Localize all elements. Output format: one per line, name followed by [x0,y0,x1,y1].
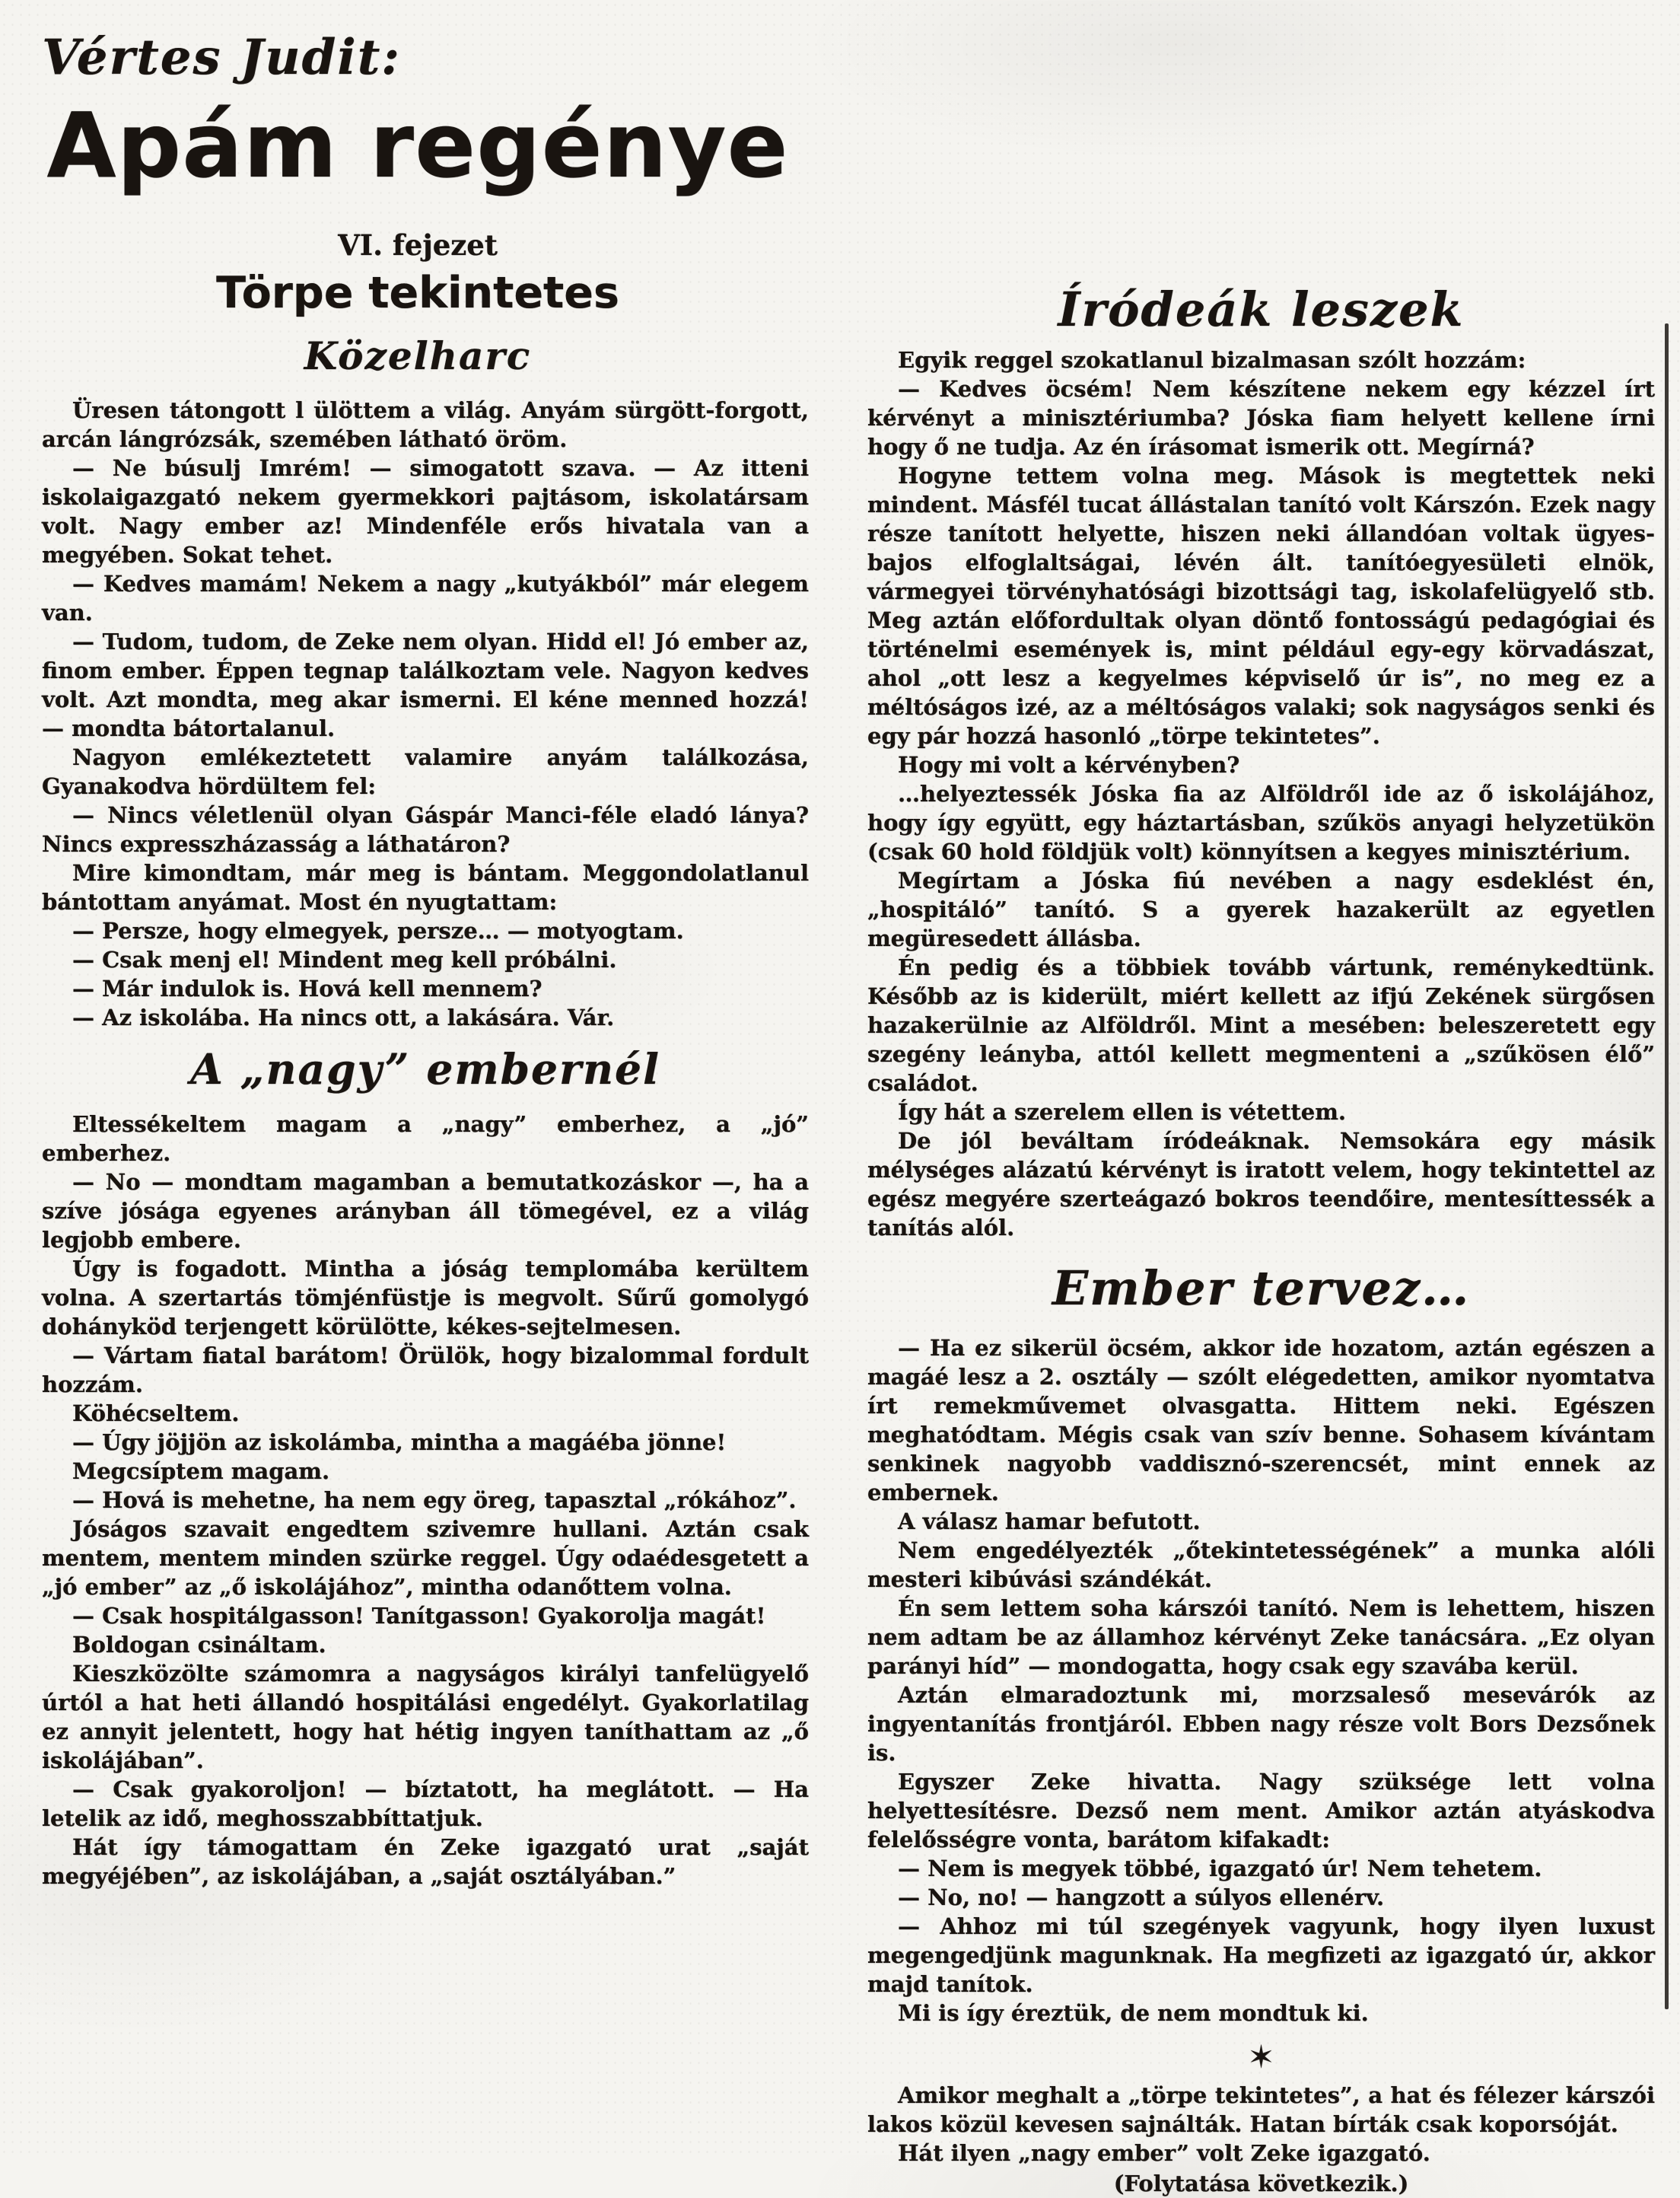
paragraph: Hogyne tettem volna meg. Mások is megtettek neki mindent. Másfél tucat állástalan tanító volt Kárszón. Ezek nagy része tanított helyette, hiszen neki állandóan voltak ügyes-bajos elfoglaltságai, lévén ált. tanítóegyesületi elnök, vármegyei törvényhatósági bizottsági tag, iskolafelügyelő stb. Meg aztán előfordultak olyan döntő fontosságú pedagógiai és történelmi események is, mint például egy-egy körvadászat, ahol „ott lesz a kegyelmes képviselő úr is”, no meg ez a méltóságos izé, az a méltóságos valaki; sok nagyságos senki és egy pár hozzá hasonló „törpe tekintetes”. [867,463,1655,749]
paragraph: — Persze, hogy elmegyek, persze… — motyogtam. [72,918,684,944]
paragraph: Én sem lettem soha kárszói tanító. Nem is lehettem, hiszen nem adtam be az államhoz kérvényt Zeke tanácsára. „Ez olyan parányi híd” — mondogatta, hogy csak egy szavába kerül. [867,1595,1655,1679]
paragraph: — Kedves mamám! Nekem a nagy „kutyákból” már elegem van. [42,571,809,626]
paragraph: — Csak menj el! Mindent meg kell próbálni. [72,947,617,973]
left-column [42,396,809,1891]
paragraph: Mi is így éreztük, de nem mondtuk ki. [898,2000,1369,2026]
scan-edge-line [1665,323,1669,2009]
paragraph: — Hová is mehetne, ha nem egy öreg, tapasztal „rókához”. [72,1487,797,1513]
paragraph: — Tudom, tudom, de Zeke nem olyan. Hidd el! Jó ember az, finom ember. Éppen tegnap találkoztam vele. Nagyon kedves volt. Azt mondta, meg akar ismerni. El kéne menned hozzá! — mondta bátortalanul. [42,629,809,741]
paragraph: Megírtam a Jóska fiú nevében a nagy esdeklést én, „hospitáló” tanító. S a gyerek hazakerült az egyetlen megüresedett állásba. [867,868,1655,951]
paragraph: Nem engedélyezték „őtekintetességének” a munka alóli mesteri kibúvási szándékát. [867,1537,1655,1592]
paragraph: Megcsíptem magam. [72,1458,330,1484]
paragraph: — No, no! — hangzott a súlyos ellenérv. [898,1884,1385,1910]
paragraph: Boldogan csináltam. [72,1632,326,1658]
paragraph: — Úgy jöjjön az iskolámba, mintha a magáéba jönne! [72,1429,727,1455]
paragraph: — Ha ez sikerül öcsém, akkor ide hozatom, aztán egészen a magáé lesz a 2. osztály — szólt elégedetten, amikor nyomtatva írt remekművemet olvasgatta. Hittem neki. Egészen meghatódtam. Mégis csak van szív benne. Sohasem kívántam senkinek nagyobb vaddisznó-szerencsét, mint ennek az embernek. [867,1335,1655,1505]
paragraph: Jóságos szavait engedtem szivemre hullani. Aztán csak mentem, mentem minden szürke reggel. Úgy odaédesgetett a „jó ember” az „ő iskolájához”, mintha odanőttem volna. [42,1516,809,1600]
paragraph: — Az iskolába. Ha nincs ott, a lakására. Vár. [72,1005,615,1031]
paragraph: Így hát a szerelem ellen is vétettem. [898,1099,1346,1125]
paragraph: — Ne búsulj Imrém! — simogatott szava. — Az itteni iskolaigazgató nekem gyermekkori pajtásom, iskolatársam volt. Nagy ember az! Mindenféle erős hivatala van a megyében. Sokat tehet. [42,455,809,568]
paragraph: …helyeztessék Jóska fia az Alföldről ide az ő iskolájához, hogy így együtt, egy háztartásban, szűkös anyagi helyzetükön (csak 60 hold földjük volt) könnyítsen a kegyes minisztérium. [867,781,1655,865]
paragraph: — Már indulok is. Hová kell mennem? [72,976,542,1002]
paragraph: Nagyon emlékeztetett valamire anyám találkozása, Gyanakodva hördültem fel: [42,744,809,799]
left-section-paragraphs [42,1110,809,1891]
continuation-notice: (Folytatása következik.) [1113,2171,1409,2196]
closing-paragraphs [867,2081,1655,2168]
star-divider-icon: ✶ [1247,2038,1275,2075]
right-column [867,282,1655,2198]
paragraph: Mire kimondtam, már meg is bántam. Meggondolatlanul bántottam anyámat. Most én nyugtattam: [42,860,809,915]
paragraph: Kieszközölte számomra a nagyságos királyi tanfelügyelő úrtól a hat heti állandó hospitálási engedélyt. Gyakorlatilag ez annyit jelentett, hogy hat hétig ingyen taníthattam az „ő iskolájában”. [42,1661,809,1773]
paragraph: Köhécseltem. [72,1400,240,1426]
paragraph: — Csak hospitálgasson! Tanítgasson! Gyakorolja magát! [72,1603,766,1629]
paragraph: Hát ilyen „nagy ember” volt Zeke igazgató. [898,2140,1430,2166]
paragraph: Úgy is fogadott. Mintha a jóság templomába kerültem volna. A szertartás tömjénfüstje is megvolt. Sűrű gomolygó dohányköd terjengett körülötte, kékes-sejtelmesen. [42,1256,809,1340]
paragraph: — Nincs véletlenül olyan Gáspár Manci-féle eladó lánya? Nincs expresszházasság a láthatáron? [42,802,809,857]
paragraph: De jól beváltam íródeáknak. Nemsokára egy másik mélységes alázatú kérvényt is iratott velem, hogy tekintettel az egész megyére szerteágazó bokros teendőire, mentesíttessék a tanítás alól. [867,1128,1655,1241]
paragraph: Egyszer Zeke hivatta. Nagy szüksége lett volna helyettesítésre. Dezső nem ment. Amikor aztán atyáskodva felelősségre vonta, barátom kifakadt: [867,1769,1655,1852]
paragraph: A válasz hamar befutott. [898,1508,1201,1534]
right-section1-paragraphs [867,346,1655,1242]
paragraph: Amikor meghalt a „törpe tekintetes”, a hat és félezer kárszói lakos közül kevesen sajnálták. Hatan bírták csak koporsóját. [867,2082,1655,2137]
section-heading-irodeak-leszek: Íródeák leszek [1058,282,1465,337]
byline: Vértes Judit: [42,29,401,86]
paragraph: — Ahhoz mi túl szegények vagyunk, hogy ilyen luxust megengedjünk magunknak. Ha megfizeti az igazgató úr, akkor majd tanítok. [867,1913,1655,1997]
chapter-title: Törpe tekintetes [216,268,619,318]
paragraph: — Csak gyakoroljon! — bíztatott, ha meglátott. — Ha letelik az idő, meghosszabbíttatjuk. [42,1776,809,1831]
left-intro-paragraphs [42,396,809,1032]
subtitle: Közelharc [304,333,532,378]
paragraph: — Kedves öcsém! Nem készítene nekem egy kézzel írt kérvényt a minisztériumba? Jóska fiam helyett kellene írni hogy ő ne tudja. Az én írásomat ismerik ott. Megírná? [867,376,1655,460]
paragraph: Hát így támogattam én Zeke igazgató urat „saját megyéjében”, az iskolájában, a „saját osztályában.” [42,1834,809,1889]
paragraph: — No — mondtam magamban a bemutatkozáskor —, ha a szíve jósága egyenes arányban áll tömegével, ez a világ legjobb embere. [42,1169,809,1253]
paragraph: — Nem is megyek többé, igazgató úr! Nem tehetem. [898,1856,1542,1881]
chapter-label: VI. fejezet [338,228,498,262]
section-heading-nagy-embernel: A „nagy” embernél [190,1044,660,1094]
paragraph: Üresen tátongott l ülöttem a világ. Anyám sürgött-forgott, arcán lángrózsák, szemében látható öröm. [42,397,809,452]
paragraph: Aztán elmaradoztunk mi, morzsaleső mesevárók az ingyentanítás frontjáról. Ebben nagy része volt Bors Dezsőnek is. [867,1682,1655,1766]
right-section2-paragraphs [867,1333,1655,2028]
paragraph: — Vártam fiatal barátom! Örülök, hogy bizalommal fordult hozzám. [42,1343,809,1397]
paragraph: Hogy mi volt a kérvényben? [898,752,1240,778]
article-title: Apám regénye [46,93,789,198]
section-heading-ember-tervez: Ember tervez… [1052,1260,1471,1316]
paragraph: Én pedig és a többiek tovább vártunk, reménykedtünk. Később az is kiderült, miért kellett az ifjú Zekének sürgősen hazakerülnie az Alföldről. Mint a mesében: beleszeretett egy szegény leányba, attól kellett megmenteni a „szűkösen élő” családot. [867,954,1655,1096]
paragraph: Eltessékeltem magam a „nagy” emberhez, a „jó” emberhez. [42,1111,809,1166]
paragraph: Egyik reggel szokatlanul bizalmasan szólt hozzám: [898,347,1526,373]
